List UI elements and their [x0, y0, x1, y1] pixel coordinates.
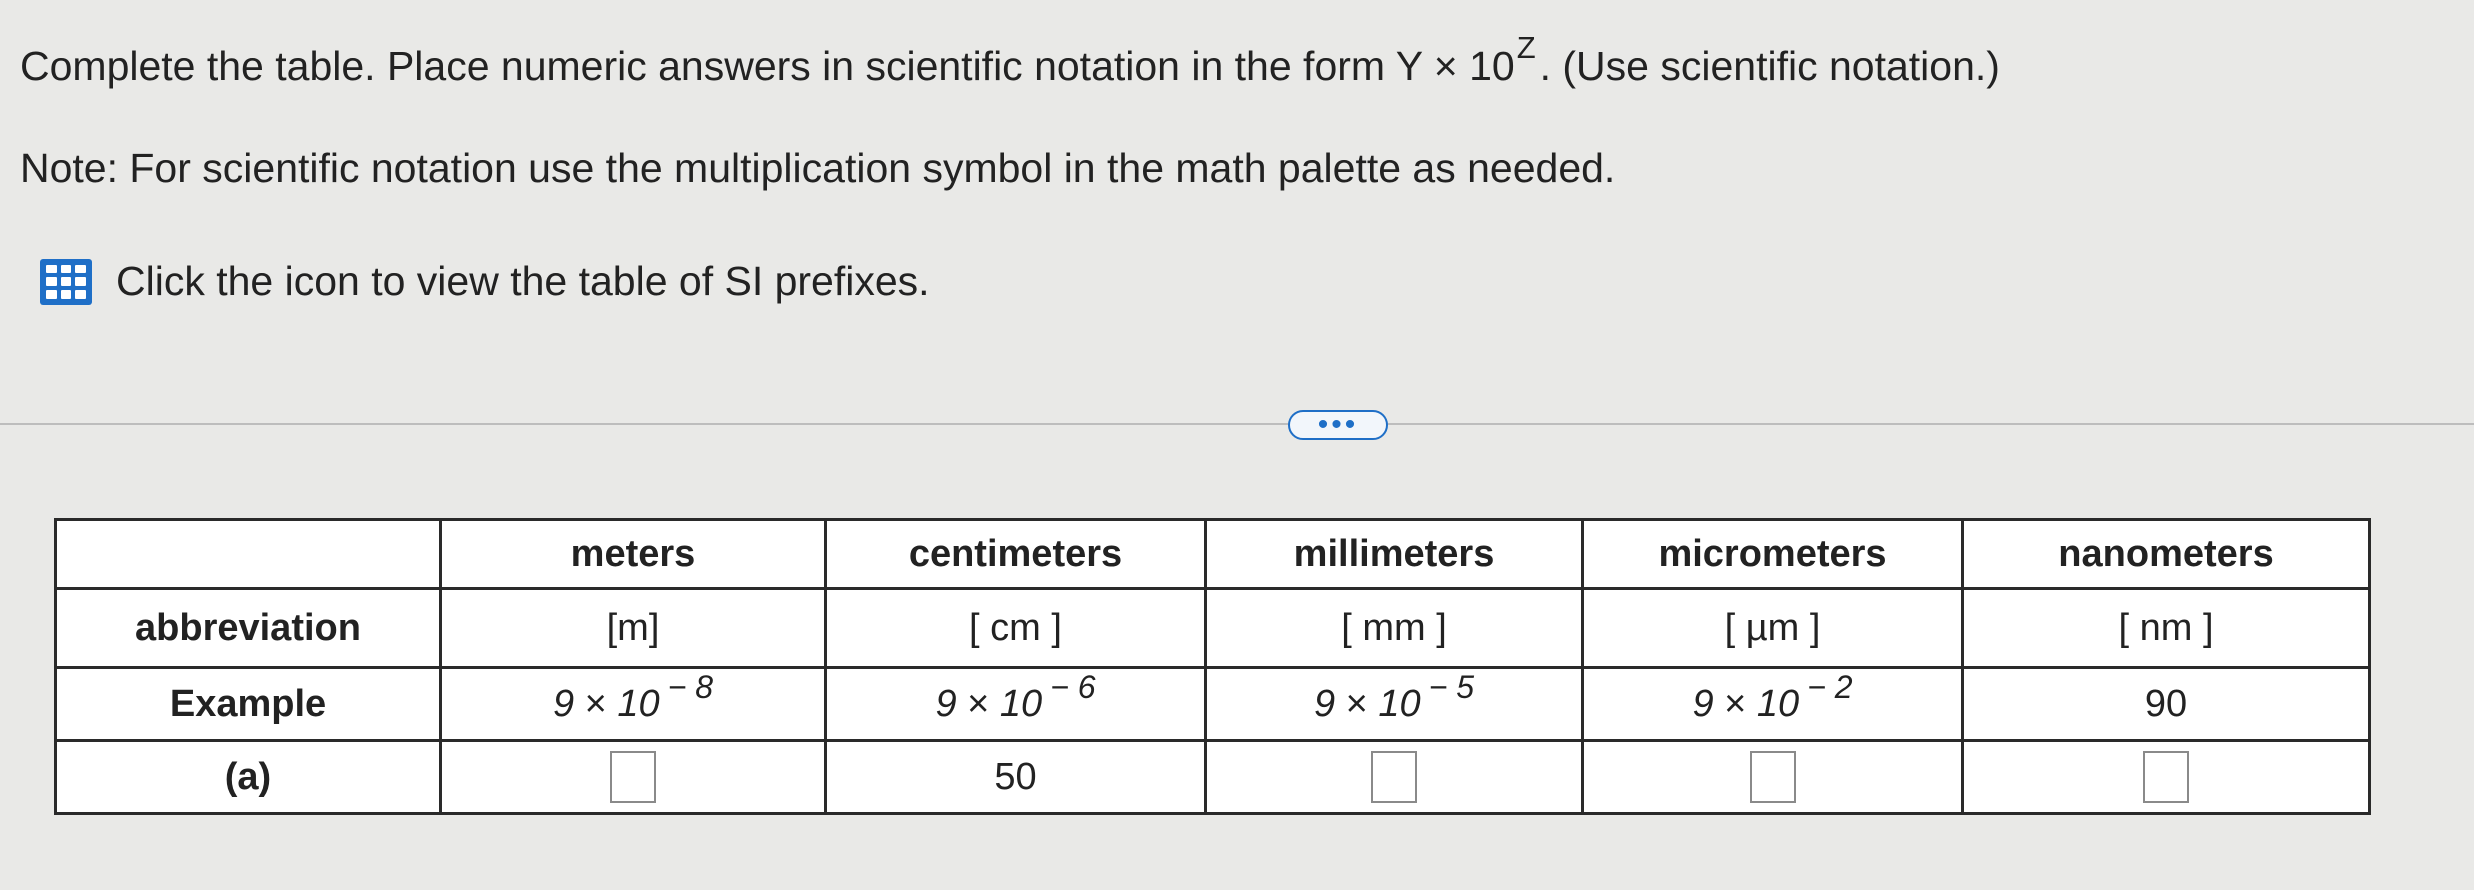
instruction-note: . (Use scientific notation.) — [1539, 43, 2000, 89]
times-symbol: × — [1433, 43, 1458, 89]
answer-cell-millimeters — [1206, 741, 1583, 814]
grid-icon[interactable] — [40, 259, 92, 305]
given-centimeters: 50 — [826, 741, 1206, 814]
example-centimeters: 9 × 10 $^{- 6}$ — [826, 668, 1206, 741]
exponent: − 2 — [1807, 668, 1853, 705]
section-divider — [0, 423, 2474, 425]
abbr-centimeters: [ cm ] — [826, 589, 1206, 668]
abbr-millimeters: [ mm ] — [1206, 589, 1583, 668]
example-millimeters: 9 × 10 $^{- 5}$ — [1206, 668, 1583, 741]
example-nanometers: 90 — [1963, 668, 2370, 741]
row-a — [56, 741, 2370, 814]
header-millimeters: millimeters — [1206, 520, 1583, 589]
abbr-meters: [m] — [441, 589, 826, 668]
header-meters: meters — [441, 520, 826, 589]
expand-more-button[interactable]: ••• — [1288, 410, 1388, 440]
header-row — [56, 520, 2370, 589]
instruction-line-2: Note: For scientific notation use the multiplication symbol in the math palette as needed. — [20, 145, 1616, 191]
header-nanometers: nanometers — [1963, 520, 2370, 589]
exponent: − 8 — [667, 668, 714, 705]
exponent-z: Z — [1516, 30, 1536, 65]
answer-cell-meters — [441, 741, 826, 814]
answer-input-meters[interactable] — [610, 751, 656, 803]
answer-cell-micrometers — [1583, 741, 1963, 814]
answer-input-millimeters[interactable] — [1371, 751, 1417, 803]
header-micrometers: micrometers — [1583, 520, 1963, 589]
exponent: − 5 — [1428, 668, 1475, 705]
row-label-a: (a) — [56, 741, 441, 814]
row-label-abbreviation: abbreviation — [56, 589, 441, 668]
abbreviation-row — [56, 589, 2370, 668]
si-prefix-link[interactable] — [40, 258, 930, 305]
answer-input-micrometers[interactable] — [1750, 751, 1796, 803]
instruction-line-1 — [20, 30, 2000, 89]
answer-input-nanometers[interactable] — [2143, 751, 2189, 803]
header-centimeters: centimeters — [826, 520, 1206, 589]
example-row — [56, 668, 2370, 741]
row-label-example: Example — [56, 668, 441, 741]
header-empty — [56, 520, 441, 589]
si-prefix-link-text: Click the icon to view the table of SI prefixes. — [116, 258, 930, 304]
si-units-table — [54, 518, 2371, 815]
instruction-text: Complete the table. Place numeric answers in scientific notation in the form Y — [20, 43, 1423, 89]
exponent: − 6 — [1050, 668, 1096, 705]
answer-cell-nanometers — [1963, 741, 2370, 814]
abbr-micrometers: [ µm ] — [1583, 589, 1963, 668]
base-ten: 10 — [1469, 43, 1515, 89]
example-micrometers: 9 × 10 $^{- 2}$ — [1583, 668, 1963, 741]
abbr-nanometers: [ nm ] — [1963, 589, 2370, 668]
example-meters: 9 × 10 $^{- 8}$ — [441, 668, 826, 741]
